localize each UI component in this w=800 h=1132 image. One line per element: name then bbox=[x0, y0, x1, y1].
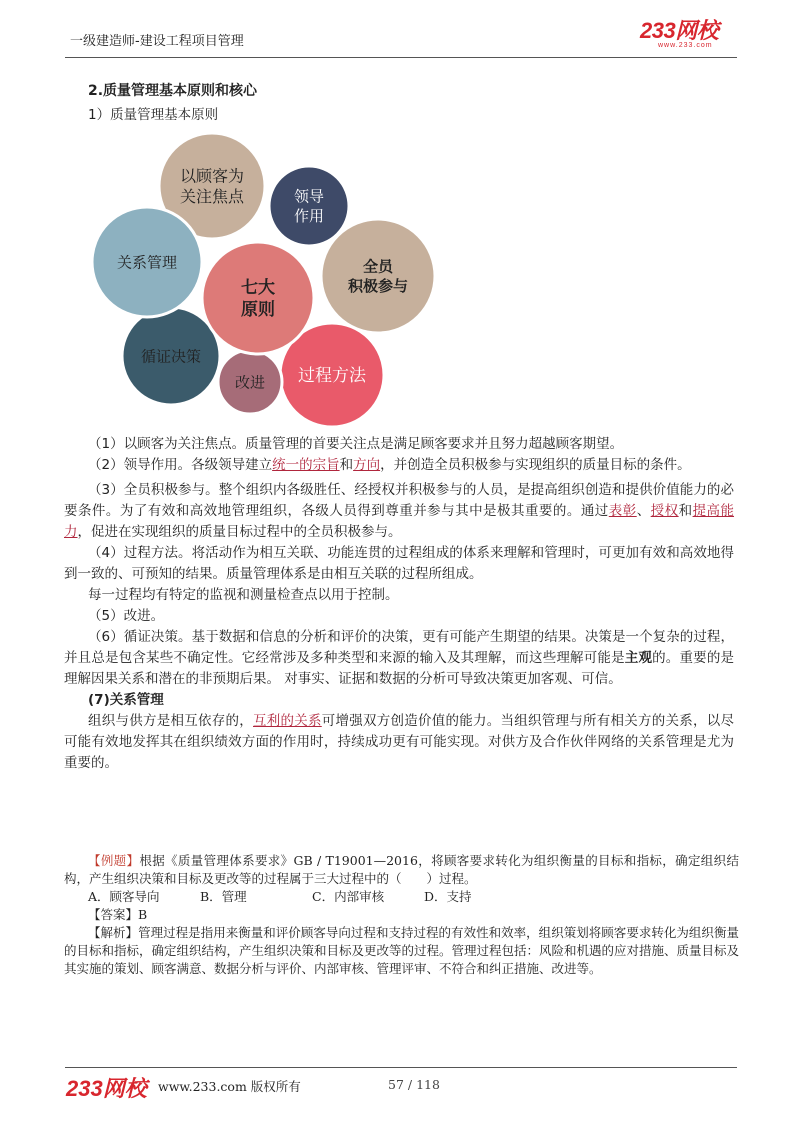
example-question: 【例题】根据《质量管理体系要求》GB / T19001—2016，将顾客要求转化为组织衡量的目标和指标，确定组织结构，产生组织决策和目标及更改等的过程属于三大过程中的（ ）过程。 bbox=[64, 853, 739, 886]
paragraph-4: （4）过程方法。将活动作为相互关联、功能连贯的过程组成的体系来理解和管理时，可更加有效和高效地得到一致的、可预知的结果。质量管理体系是由相互关联的过程所组成。 bbox=[64, 545, 734, 582]
highlight-competence: 提高能力 bbox=[64, 503, 735, 540]
principle-bubble-3 bbox=[321, 219, 435, 333]
option-c: C．内部审核 bbox=[312, 889, 385, 904]
option-a: A．顾客导向 bbox=[88, 889, 160, 904]
principle-label-6: 循证决策 bbox=[140, 347, 202, 366]
option-d: D．支持 bbox=[424, 889, 472, 904]
section-subtitle: 1）质量管理基本原则 bbox=[88, 107, 219, 123]
principles-center-label: 七大原则 bbox=[241, 278, 275, 321]
principle-label-1: 以顾客为关注焦点 bbox=[179, 166, 245, 207]
highlight-mutual-benefit: 互利的关系 bbox=[253, 713, 322, 729]
principle-label-5: 改进 bbox=[234, 373, 266, 392]
highlight-direction: 方向 bbox=[353, 457, 381, 473]
highlight-recognition: 表彰 bbox=[608, 503, 637, 519]
paragraph-5: （5）改进。 bbox=[88, 608, 165, 624]
paragraph-7: 组织与供方是相互依存的，互利的关系可增强双方创造价值的能力。当组织管理与所有相关方的关系，以尽可能有效地发挥其在组织绩效方面的作用时，持续成功更有可能实现。对供方及合作伙伴网络的关系管理是尤为重要的。 bbox=[64, 713, 734, 771]
example-analysis: 【解析】管理过程是指用来衡量和评价顾客导向过程和支持过程的有效性和效率，组织策划将顾客要求转化为组织衡量的目标和指标，确定组织结构，产生组织决策和目标及更改等的过程。管理过程包括：风险和机遇的应对措施、质量目标及其实施的策划、顾客满意、数据分析与评价、内部审核、管理评审、不符合和纠正措施、改进等。 bbox=[64, 925, 740, 976]
example-block bbox=[64, 852, 739, 978]
principles-diagram bbox=[80, 128, 450, 438]
highlight-unified-purpose: 统一的宗旨 bbox=[272, 457, 340, 473]
footer-logo: 233网校 bbox=[66, 1076, 147, 1101]
paragraph-7-title: (7)关系管理 bbox=[88, 692, 164, 708]
option-b: B．管理 bbox=[200, 889, 247, 904]
highlight-empowerment: 授权 bbox=[650, 503, 679, 519]
logo-text: 233网校 bbox=[640, 18, 719, 43]
footer-rule bbox=[65, 1067, 737, 1068]
example-answer: 【答案】B bbox=[88, 907, 148, 922]
paragraph-4b: 每一过程均有特定的监视和测量检查点以用于控制。 bbox=[88, 587, 399, 603]
header-title: 一级建造师-建设工程项目管理 bbox=[70, 34, 244, 49]
page-number: 57 / 118 bbox=[388, 1077, 440, 1092]
principle-label-7: 关系管理 bbox=[116, 253, 178, 272]
principle-bubble-2 bbox=[269, 166, 349, 246]
section-title: 2.质量管理基本原则和核心 bbox=[88, 83, 258, 99]
footer-copyright: www.233.com 版权所有 bbox=[158, 1079, 301, 1094]
paragraph-6: （6）循证决策。基于数据和信息的分析和评价的决策，更有可能产生期望的结果。决策是一个复杂的过程，并且总是包含某些不确定性。它经常涉及多种类型和来源的输入及其理解，而这些理解可能是主观的。重要的是理解因果关系和潜在的非预期后果。 对事实、证据和数据的分析可导致决策更加客观、可信。 bbox=[64, 629, 735, 687]
brand-logo bbox=[640, 20, 740, 52]
principle-label-2: 领导作用 bbox=[293, 187, 325, 226]
header-rule bbox=[65, 57, 737, 58]
bold-subjective: 主观 bbox=[624, 650, 653, 666]
paragraph-3: （3）全员积极参与。整个组织内各级胜任、经授权并积极参与的人员，是提高组织创造和提供价值能力的必要条件。为了有效和高效地管理组织，各级人员得到尊重并参与其中是极其重要的。通过表彰、授权和提高能力，促进在实现组织的质量目标过程中的全员积极参与。 bbox=[64, 482, 735, 540]
example-options bbox=[64, 888, 739, 906]
principle-label-3: 全员积极参与 bbox=[347, 257, 409, 296]
logo-url: www.233.com bbox=[658, 42, 713, 49]
paragraph-2: （2）领导作用。各级领导建立统一的宗旨和方向，并创造全员积极参与实现组织的质量目标的条件。 bbox=[88, 457, 691, 473]
principles-body bbox=[64, 434, 734, 774]
paragraph-1: （1）以顾客为关注焦点。质量管理的首要关注点是满足顾客要求并且努力超越顾客期望。 bbox=[88, 436, 624, 452]
principle-label-4: 过程方法 bbox=[298, 366, 366, 387]
example-tag: 【例题】 bbox=[88, 853, 140, 868]
